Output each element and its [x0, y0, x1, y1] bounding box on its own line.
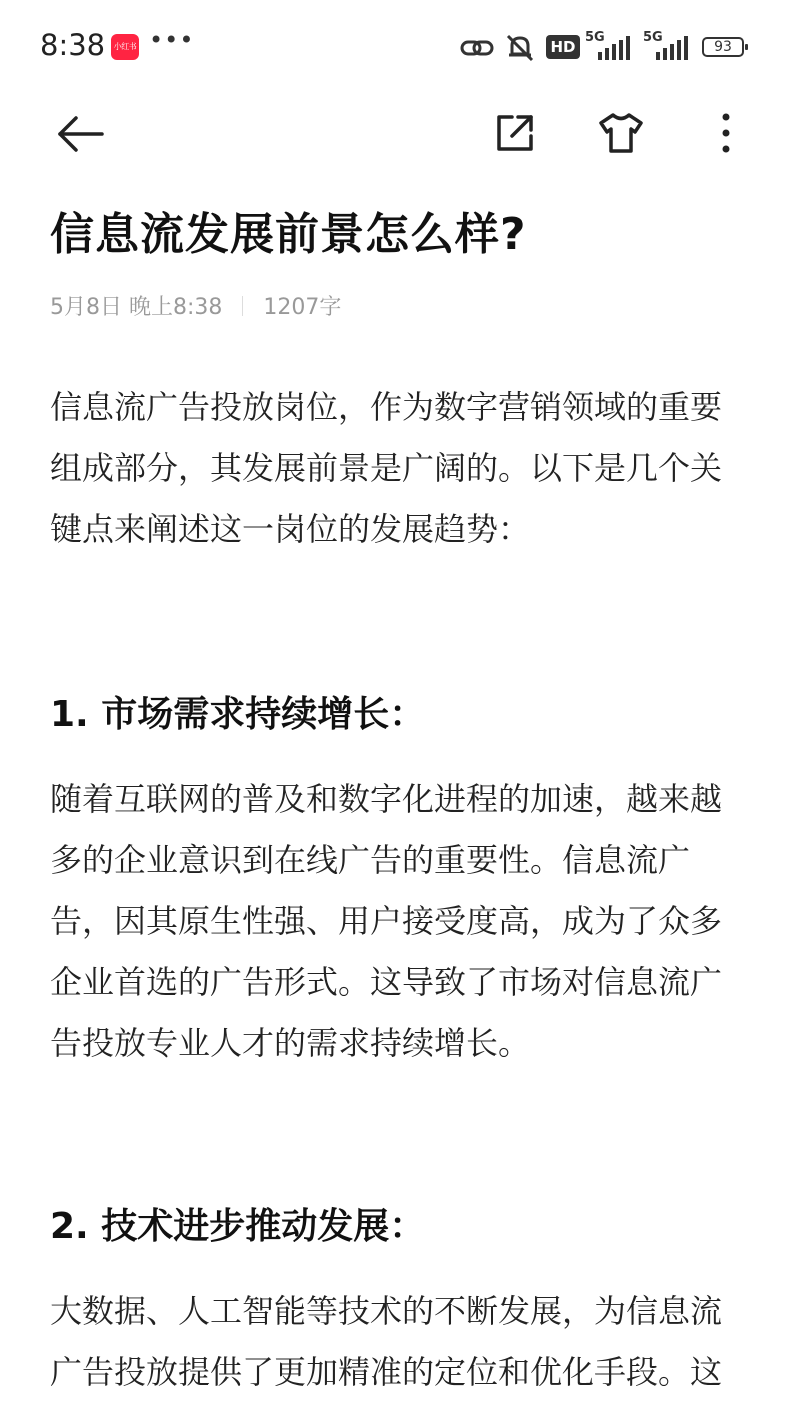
network-5g-label: 5G: [643, 30, 663, 45]
meta-divider: [242, 296, 243, 316]
app-notification-icon: 小红书: [111, 34, 139, 60]
section-paragraph: 随着互联网的普及和数字化进程的加速，越来越多的企业意识到在线广告的重要性。信息流广告，因其原生性强、用户接受度高，成为了众多企业首选的广告形式。这导致了市场对信息流广告投放专业人才的需求持续增长。: [50, 780, 723, 1062]
hd-voice-icon: HD: [546, 35, 580, 59]
more-vertical-icon[interactable]: [718, 112, 734, 154]
signal-strength-icon: [598, 36, 632, 60]
article-meta: [50, 290, 341, 321]
link-icon: [460, 34, 494, 62]
status-bar: [0, 0, 800, 96]
word-count: 1207字: [263, 295, 342, 320]
battery-icon: 93: [702, 37, 744, 57]
section-paragraph: 大数据、人工智能等技术的不断发展，为信息流广告投放提供了更加精准的定位和优化手段。这: [50, 1292, 723, 1391]
more-notifications-icon: •••: [149, 26, 195, 54]
tshirt-icon[interactable]: [598, 112, 644, 154]
article-date: 5月8日 晚上8:38: [50, 295, 223, 320]
network-5g-label: 5G: [585, 30, 605, 45]
signal-strength-icon: [656, 36, 690, 60]
status-time: 8:38: [40, 28, 106, 62]
mute-bell-icon: [504, 32, 536, 64]
top-toolbar: [0, 96, 800, 176]
share-icon[interactable]: [494, 112, 536, 154]
article-title: 信息流发展前景怎么样?: [50, 209, 527, 260]
section-heading: 2. 技术进步推动发展：: [50, 1206, 426, 1247]
intro-paragraph: 信息流广告投放岗位，作为数字营销领域的重要组成部分，其发展前景是广阔的。以下是几个关键点来阐述这一岗位的发展趋势：: [50, 388, 723, 548]
section-heading: 1. 市场需求持续增长：: [50, 694, 426, 735]
back-arrow-icon[interactable]: [56, 114, 106, 154]
